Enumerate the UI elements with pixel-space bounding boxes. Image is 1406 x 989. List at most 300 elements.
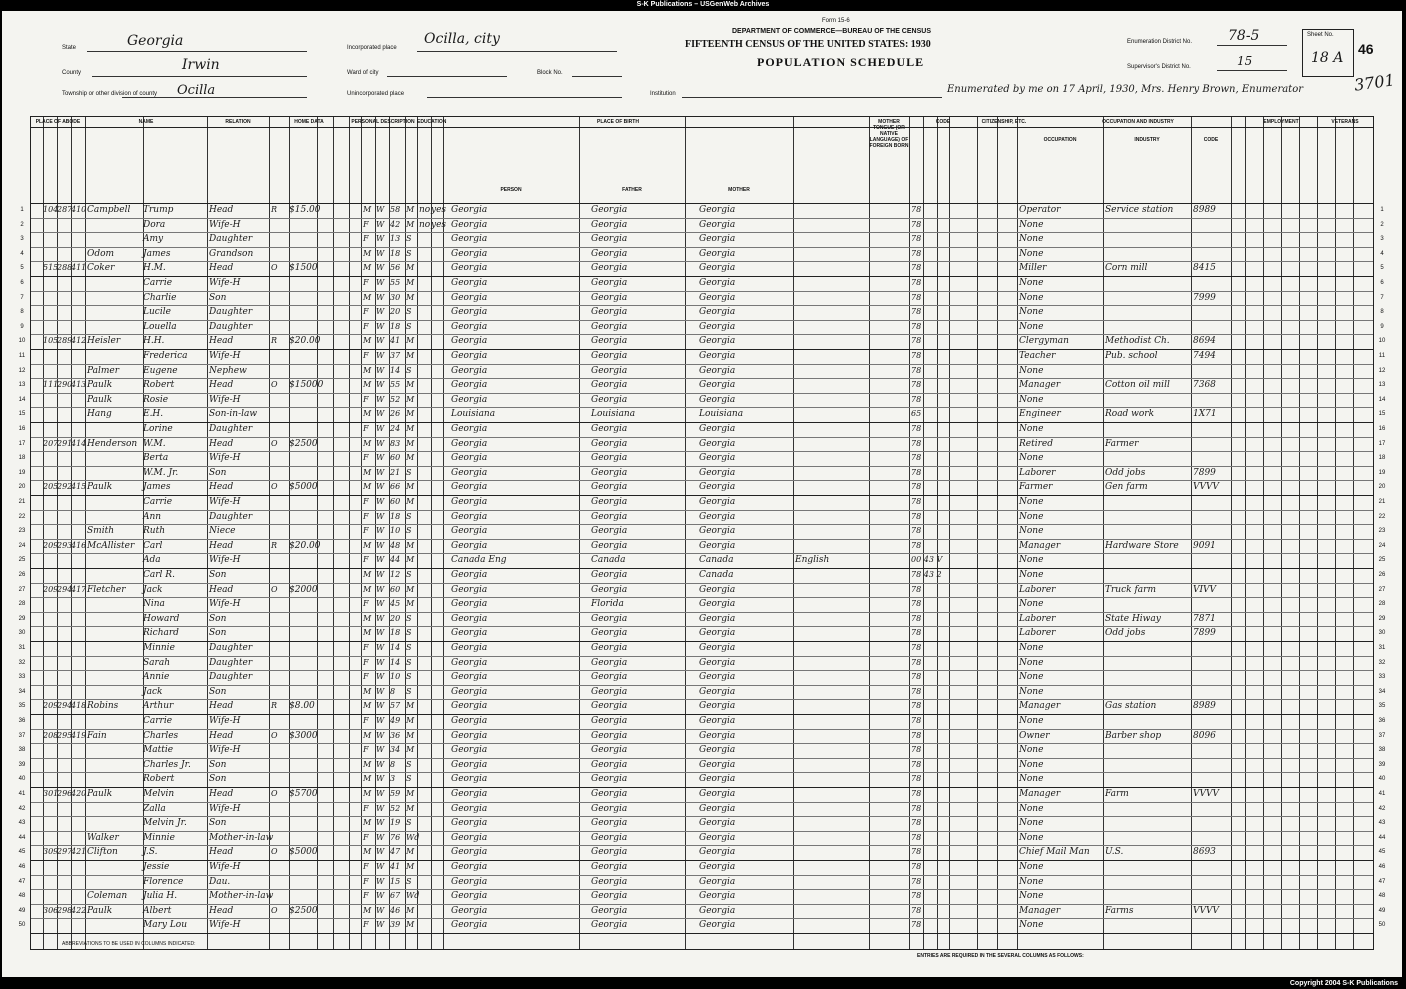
age-cell: 57 xyxy=(390,701,401,711)
form-number: Form 15-6 xyxy=(822,18,850,24)
line-number-right: 26 xyxy=(1378,572,1386,578)
nativity-code-cell: 78 xyxy=(911,628,922,638)
industry-cell: U.S. xyxy=(1105,847,1124,858)
entries-note: ENTRIES ARE REQUIRED IN THE SEVERAL COLUMNS AS FOLLOWS: xyxy=(917,953,1084,959)
birthplace-cell: Georgia xyxy=(451,467,488,478)
age-cell: 60 xyxy=(390,453,401,463)
relation-cell: Wife-H xyxy=(209,599,241,610)
line-number-right: 9 xyxy=(1380,323,1384,330)
marital-cell: M xyxy=(406,862,415,871)
age-cell: 58 xyxy=(390,205,401,214)
sex-cell: M xyxy=(363,248,372,258)
industry-cell: Methodist Ch. xyxy=(1105,336,1170,347)
mother-birthplace-cell: Georgia xyxy=(699,657,736,668)
home-value-cell: $20.00 xyxy=(289,336,321,347)
tenure-cell: O xyxy=(271,730,278,740)
relation-cell: Head xyxy=(209,701,234,712)
race-cell: W xyxy=(376,307,385,317)
nativity-code-cell: 78 xyxy=(911,832,922,842)
race-cell: W xyxy=(376,336,385,346)
population-schedule-title: POPULATION SCHEDULE xyxy=(757,55,925,69)
race-cell: W xyxy=(376,555,385,565)
relation-cell: Daughter xyxy=(209,643,253,653)
relation-cell: Son-in-law xyxy=(209,409,258,420)
marital-cell: M xyxy=(406,847,415,857)
race-cell: W xyxy=(376,511,385,521)
surname-cell: Smith xyxy=(87,526,114,537)
industry-cell: Gas station xyxy=(1105,701,1157,712)
group-header-divider xyxy=(31,127,1373,128)
county-label: County xyxy=(62,70,82,76)
mother-birthplace-cell: Georgia xyxy=(699,818,736,829)
enumeration-district-label: Enumeration District No. xyxy=(1127,39,1193,45)
relation-cell: Son xyxy=(209,818,227,829)
race-cell: W xyxy=(376,657,385,667)
sex-cell: F xyxy=(363,876,369,886)
line-number-right: 13 xyxy=(1378,382,1386,389)
sex-cell: M xyxy=(363,540,372,550)
birthplace-cell: Georgia xyxy=(451,292,488,303)
industry-cell: Odd jobs xyxy=(1105,467,1146,478)
column-group-header: EMPLOYMENT xyxy=(1263,119,1299,125)
father-birthplace-cell: Georgia xyxy=(591,584,628,595)
line-number: 20 xyxy=(18,484,26,491)
mother-birthplace-cell: Georgia xyxy=(699,643,736,653)
father-birthplace-cell: Georgia xyxy=(591,876,628,887)
occupation-cell: None xyxy=(1019,643,1044,653)
race-cell: W xyxy=(376,248,385,258)
home-value-cell: $15000 xyxy=(289,380,324,391)
family-number: 419 xyxy=(71,730,87,740)
surname-cell: Coker xyxy=(87,263,115,274)
column-divider xyxy=(909,117,910,949)
mother-birthplace-cell: Georgia xyxy=(699,292,736,303)
occupation-cell: None xyxy=(1019,497,1044,507)
industry-cell: State Hiway xyxy=(1105,613,1161,624)
literacy-cell: yes xyxy=(431,205,447,215)
line-number: 31 xyxy=(18,645,26,651)
line-number-right: 5 xyxy=(1380,265,1384,272)
line-number-right: 34 xyxy=(1378,688,1386,695)
sex-cell: M xyxy=(363,365,372,375)
sex-cell: M xyxy=(363,205,372,214)
given-name-cell: Ada xyxy=(143,555,161,566)
occupation-cell: Laborer xyxy=(1019,584,1056,595)
marital-cell: S xyxy=(406,365,412,375)
sex-cell: M xyxy=(363,789,372,798)
column-group-header: OCCUPATION AND INDUSTRY xyxy=(1102,119,1174,125)
father-birthplace-cell: Georgia xyxy=(591,467,628,478)
father-birthplace-cell: Georgia xyxy=(591,701,628,712)
home-value-cell: $2000 xyxy=(289,584,318,595)
occupation-cell: Engineer xyxy=(1019,409,1061,420)
given-name-cell: James xyxy=(143,248,171,259)
marital-cell: Wd xyxy=(406,832,420,842)
occupation-cell: None xyxy=(1019,891,1044,902)
occupation-cell: None xyxy=(1019,774,1044,785)
given-name-cell: Ann xyxy=(143,511,162,522)
mother-birthplace-cell: Georgia xyxy=(699,365,736,376)
nativity-code-cell: 78 xyxy=(911,526,922,536)
race-cell: W xyxy=(376,438,385,448)
race-cell: W xyxy=(376,394,385,404)
relation-cell: Head xyxy=(209,263,234,274)
occupation-cell: Owner xyxy=(1019,730,1050,741)
nativity-code-cell: 78 xyxy=(911,321,922,331)
given-name-cell: Berta xyxy=(143,453,169,464)
given-name-cell: Sarah xyxy=(143,657,170,668)
marital-cell: S xyxy=(406,613,412,623)
age-cell: 47 xyxy=(390,847,401,857)
line-number: 39 xyxy=(18,761,26,768)
surname-cell: Fain xyxy=(87,730,107,741)
sex-cell: F xyxy=(363,920,369,930)
marital-cell: S xyxy=(406,511,412,521)
age-cell: 48 xyxy=(390,540,401,550)
marital-cell: M xyxy=(406,920,415,930)
birthplace-cell: Georgia xyxy=(451,613,488,624)
occupation-cell: Manager xyxy=(1019,789,1061,799)
line-number: 26 xyxy=(18,572,26,578)
home-value-cell: $5000 xyxy=(289,847,318,858)
occupation-cell: Laborer xyxy=(1019,628,1056,639)
line-number: 7 xyxy=(20,294,24,301)
occupation-code-cell: 1X71 xyxy=(1193,409,1217,420)
institution-label: Institution xyxy=(650,91,676,97)
line-number: 32 xyxy=(18,659,26,666)
sex-cell: M xyxy=(363,774,372,784)
father-birthplace-cell: Georgia xyxy=(591,511,628,522)
marital-cell: M xyxy=(406,409,415,419)
dwelling-number: 294 xyxy=(57,584,73,594)
line-number: 22 xyxy=(18,513,26,520)
industry-cell: Hardware Store xyxy=(1105,540,1179,551)
sex-cell: F xyxy=(363,672,369,682)
nativity-code-cell: 65 xyxy=(911,409,922,419)
line-number-right: 17 xyxy=(1378,440,1386,447)
line-number: 45 xyxy=(18,849,26,856)
mother-birthplace-cell: Georgia xyxy=(699,424,736,434)
birthplace-cell: Georgia xyxy=(451,818,488,829)
age-cell: 26 xyxy=(390,409,401,419)
marital-cell: S xyxy=(406,876,412,886)
marital-cell: M xyxy=(406,438,415,448)
relation-cell: Head xyxy=(209,482,234,493)
father-birthplace-cell: Georgia xyxy=(591,818,628,829)
block-label: Block No. xyxy=(537,70,563,76)
race-cell: W xyxy=(376,920,385,930)
line-number-right: 11 xyxy=(1378,353,1386,359)
occupation-cell: None xyxy=(1019,394,1044,405)
nativity-code-cell: 78 xyxy=(911,905,922,915)
race-cell: W xyxy=(376,584,385,594)
relation-cell: Head xyxy=(209,905,234,916)
column-divider xyxy=(289,117,290,949)
age-cell: 18 xyxy=(390,628,401,638)
line-number: 17 xyxy=(18,440,26,447)
mother-birthplace-cell: Georgia xyxy=(699,540,736,551)
father-birthplace-cell: Georgia xyxy=(591,891,628,902)
birthplace-cell: Georgia xyxy=(451,716,488,726)
father-birthplace-cell: Georgia xyxy=(591,672,628,683)
sex-cell: F xyxy=(363,307,369,317)
given-name-cell: E.H. xyxy=(143,409,164,420)
mother-birthplace-cell: Georgia xyxy=(699,730,736,741)
sex-cell: F xyxy=(363,862,369,871)
surname-cell: Paulk xyxy=(87,482,113,493)
sex-cell: F xyxy=(363,643,369,652)
column-divider xyxy=(949,117,950,949)
occupation-cell: None xyxy=(1019,862,1044,872)
race-cell: W xyxy=(376,292,385,302)
birthplace-cell: Georgia xyxy=(451,701,488,712)
race-cell: W xyxy=(376,701,385,711)
given-name-cell: Julia H. xyxy=(143,891,178,902)
occupation-cell: None xyxy=(1019,511,1044,522)
relation-cell: Wife-H xyxy=(209,555,241,566)
marital-cell: M xyxy=(406,555,415,565)
mother-birthplace-cell: Georgia xyxy=(699,716,736,726)
race-cell: W xyxy=(376,380,385,390)
occupation-cell: None xyxy=(1019,248,1044,259)
mother-birthplace-cell: Georgia xyxy=(699,234,736,245)
nativity-code-cell: 78 xyxy=(911,599,922,609)
line-number-right: 19 xyxy=(1378,469,1386,476)
race-cell: W xyxy=(376,321,385,331)
mother-birthplace-cell: Georgia xyxy=(699,847,736,858)
birthplace-cell: Louisiana xyxy=(451,409,496,420)
relation-cell: Daughter xyxy=(209,424,253,434)
column-divider xyxy=(85,117,86,949)
race-cell: W xyxy=(376,467,385,477)
relation-cell: Head xyxy=(209,584,234,595)
marital-cell: M xyxy=(406,716,415,725)
sex-cell: M xyxy=(363,380,372,390)
mother-birthplace-cell: Georgia xyxy=(699,745,736,756)
age-cell: 14 xyxy=(390,643,401,652)
father-birthplace-cell: Florida xyxy=(591,599,624,610)
age-cell: 21 xyxy=(390,467,401,477)
occupation-cell: Manager xyxy=(1019,701,1061,712)
birthplace-cell: Georgia xyxy=(451,570,488,580)
dwelling-number: 290 xyxy=(57,380,73,390)
industry-cell: Barber shop xyxy=(1105,730,1162,741)
dwelling-number: 294 xyxy=(57,701,73,711)
occupation-code-cell: 7368 xyxy=(1193,380,1216,391)
line-number-right: 16 xyxy=(1378,426,1386,432)
line-number: 35 xyxy=(18,703,26,710)
given-name-cell: Carrie xyxy=(143,497,173,507)
occupation-cell: Clergyman xyxy=(1019,336,1069,347)
father-birthplace-cell: Georgia xyxy=(591,307,628,318)
race-cell: W xyxy=(376,745,385,755)
birthplace-cell: Georgia xyxy=(451,248,488,259)
line-number-right: 20 xyxy=(1378,484,1386,491)
mother-birthplace-cell: Louisiana xyxy=(699,409,744,420)
father-birthplace-cell: Georgia xyxy=(591,730,628,741)
mother-birthplace-cell: Georgia xyxy=(699,321,736,332)
surname-cell: Odom xyxy=(87,248,115,259)
population-table xyxy=(18,116,1386,950)
occupation-code-cell: 9091 xyxy=(1193,540,1216,551)
birthplace-cell: Georgia xyxy=(451,745,488,756)
occupation-subheader: INDUSTRY xyxy=(1134,137,1160,143)
mother-birthplace-cell: Georgia xyxy=(699,584,736,595)
tenure-cell: R xyxy=(271,540,278,550)
occupation-cell: Laborer xyxy=(1019,613,1056,624)
literacy-cell: yes xyxy=(431,219,447,230)
occupation-cell: None xyxy=(1019,424,1044,434)
relation-cell: Head xyxy=(209,380,234,391)
sheet-label: Sheet No. xyxy=(1307,32,1334,38)
age-cell: 19 xyxy=(390,818,401,828)
column-divider xyxy=(937,117,938,949)
mother-birthplace-cell: Georgia xyxy=(699,394,736,405)
line-number: 30 xyxy=(18,630,26,637)
marital-cell: M xyxy=(406,540,415,550)
sex-cell: F xyxy=(363,555,369,565)
occupation-cell: None xyxy=(1019,555,1044,566)
line-number: 6 xyxy=(20,280,24,286)
occupation-cell: None xyxy=(1019,745,1044,756)
race-cell: W xyxy=(376,526,385,536)
line-number: 1 xyxy=(20,207,24,213)
family-number: 412 xyxy=(71,336,87,346)
nativity-code-cell: 00 43 V xyxy=(911,555,943,565)
occupation-cell: None xyxy=(1019,920,1044,931)
relation-cell: Wife-H xyxy=(209,278,241,288)
age-cell: 55 xyxy=(390,278,401,287)
given-name-cell: Amy xyxy=(143,234,164,245)
given-name-cell: Frederica xyxy=(143,351,188,361)
given-name-cell: Robert xyxy=(143,380,175,391)
given-name-cell: Annie xyxy=(143,672,170,683)
birthplace-cell: Georgia xyxy=(451,453,488,464)
dwelling-number: 298 xyxy=(57,905,73,915)
line-number: 15 xyxy=(18,411,26,418)
surname-cell: Paulk xyxy=(87,380,113,391)
nativity-code-cell: 78 xyxy=(911,205,922,214)
line-number: 50 xyxy=(18,922,26,929)
occupation-cell: None xyxy=(1019,686,1044,697)
line-number-right: 30 xyxy=(1378,630,1386,637)
mother-birthplace-cell: Georgia xyxy=(699,351,736,361)
occupation-cell: None xyxy=(1019,803,1044,814)
nativity-code-cell: 78 xyxy=(911,219,922,229)
nativity-code-cell: 78 xyxy=(911,818,922,828)
age-cell: 10 xyxy=(390,672,401,682)
birthplace-cell: Georgia xyxy=(451,394,488,405)
race-cell: W xyxy=(376,599,385,609)
mother-birthplace-cell: Georgia xyxy=(699,497,736,507)
tenure-cell: O xyxy=(271,584,278,594)
marital-cell: S xyxy=(406,307,412,317)
tenure-cell: R xyxy=(271,336,278,346)
relation-cell: Son xyxy=(209,467,227,478)
occupation-cell: None xyxy=(1019,599,1044,610)
race-cell: W xyxy=(376,482,385,492)
birth-subheader: FATHER xyxy=(622,187,642,193)
age-cell: 55 xyxy=(390,380,401,390)
occupation-subheader: OCCUPATION xyxy=(1043,137,1077,143)
race-cell: W xyxy=(376,409,385,419)
industry-cell: Cotton oil mill xyxy=(1105,380,1170,391)
father-birthplace-cell: Georgia xyxy=(591,686,628,697)
column-divider xyxy=(1191,117,1192,949)
surname-cell: Clifton xyxy=(87,847,118,858)
sex-cell: M xyxy=(363,847,372,857)
given-name-cell: Howard xyxy=(143,613,180,624)
occupation-code-cell: 8415 xyxy=(1193,263,1216,274)
nativity-code-cell: 78 xyxy=(911,745,922,755)
line-number-right: 7 xyxy=(1380,294,1384,301)
relation-cell: Head xyxy=(209,789,234,799)
nativity-code-cell: 78 xyxy=(911,847,922,857)
given-name-cell: Melvin Jr. xyxy=(143,818,187,829)
mother-birthplace-cell: Georgia xyxy=(699,263,736,274)
given-name-cell: Albert xyxy=(143,905,172,916)
nativity-code-cell: 78 xyxy=(911,234,922,244)
line-number: 37 xyxy=(18,732,26,739)
birthplace-cell: Georgia xyxy=(451,365,488,376)
birthplace-cell: Georgia xyxy=(451,278,488,288)
department-title: DEPARTMENT OF COMMERCE—BUREAU OF THE CENSUS xyxy=(732,28,931,35)
line-number-right: 1 xyxy=(1380,207,1384,213)
line-number: 34 xyxy=(18,688,26,695)
family-number: 417 xyxy=(71,584,87,594)
race-cell: W xyxy=(376,628,385,638)
age-cell: 76 xyxy=(390,832,401,842)
father-birthplace-cell: Georgia xyxy=(591,570,628,580)
line-number: 23 xyxy=(18,528,26,535)
occupation-subheader: CODE xyxy=(1203,137,1219,143)
sex-cell: M xyxy=(363,438,372,448)
line-number: 44 xyxy=(18,834,26,841)
race-cell: W xyxy=(376,497,385,506)
column-divider xyxy=(207,117,208,949)
sex-cell: M xyxy=(363,686,372,696)
marital-cell: S xyxy=(406,628,412,638)
given-name-cell: Arthur xyxy=(143,701,174,712)
house-number: 309 xyxy=(43,847,59,857)
nativity-code-cell: 78 xyxy=(911,336,922,346)
line-number: 40 xyxy=(18,776,26,783)
race-cell: W xyxy=(376,716,385,725)
line-number: 42 xyxy=(18,805,26,812)
age-cell: 13 xyxy=(390,234,401,244)
mother-birthplace-cell: Georgia xyxy=(699,219,736,230)
father-birthplace-cell: Georgia xyxy=(591,248,628,259)
line-number-right: 8 xyxy=(1380,309,1384,316)
given-name-cell: Mattie xyxy=(143,745,174,756)
age-cell: 67 xyxy=(390,891,401,901)
birthplace-cell: Georgia xyxy=(451,584,488,595)
column-divider xyxy=(349,117,350,949)
given-name-cell: Robert xyxy=(143,774,175,785)
birthplace-cell: Georgia xyxy=(451,511,488,522)
archive-stamp: 3701 xyxy=(1352,70,1396,95)
race-cell: W xyxy=(376,789,385,798)
unincorporated-label: Unincorporated place xyxy=(347,91,405,97)
line-number: 24 xyxy=(18,542,26,549)
marital-cell: S xyxy=(406,686,412,696)
age-cell: 45 xyxy=(390,599,401,609)
nativity-code-cell: 78 xyxy=(911,613,922,623)
line-number: 21 xyxy=(18,499,26,505)
industry-cell: Service station xyxy=(1105,205,1174,215)
relation-cell: Daughter xyxy=(209,657,253,668)
relation-cell: Wife-H xyxy=(209,497,241,507)
